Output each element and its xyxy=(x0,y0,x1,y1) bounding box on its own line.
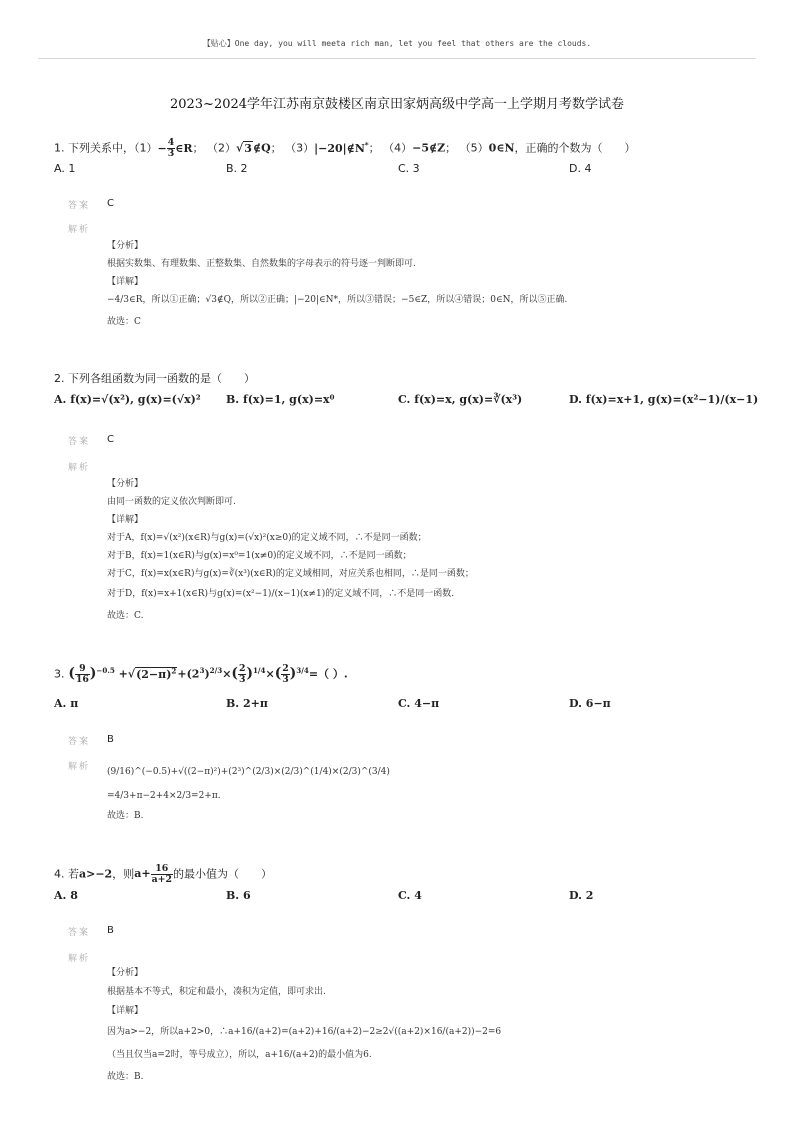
header-note: 【贴心】One day, you will meeta rich man, let you feel that others are the clouds. xyxy=(202,39,592,48)
q4-sol-line-1: 【分析】 xyxy=(107,968,144,978)
q1-analysis-label: 解析 xyxy=(68,225,91,235)
q4-option-c[interactable]: C. 4 xyxy=(398,889,422,902)
q2-option-a[interactable]: A. f(x)=√(x²), g(x)=(√x)² xyxy=(54,393,201,406)
q3-answer-label: 答案 xyxy=(68,737,91,747)
q1-sol-line-3: 【详解】 xyxy=(107,277,144,287)
q1-answer: C xyxy=(107,198,114,209)
q4-option-b[interactable]: B. 6 xyxy=(226,889,251,902)
q2-stem-text: 下列各组函数为同一函数的是（ ） xyxy=(68,372,255,385)
q2-analysis-label: 解析 xyxy=(68,463,91,473)
q3-option-d[interactable]: D. 6−π xyxy=(569,697,611,710)
q1-sol-line-2: 根据实数集、有理数集、正整数集、自然数集的字母表示的符号逐一判断即可. xyxy=(107,259,416,269)
q1-option-c[interactable]: C. 3 xyxy=(398,162,420,175)
q4-sol-line-6: 故选：B. xyxy=(107,1072,144,1082)
q3-option-c[interactable]: C. 4−π xyxy=(398,697,440,710)
q4-answer-label: 答案 xyxy=(68,928,91,938)
q1-option-a[interactable]: A. 1 xyxy=(54,162,76,175)
q4-sol-line-2: 根据基本不等式，积定和最小，凑积为定值，即可求出. xyxy=(107,987,326,997)
q2-sol-line-7: 对于D，f(x)=x+1(x∈R)与g(x)=(x²−1)/(x−1)(x≠1)的定义域不同，∴不是同一函数. xyxy=(107,589,455,599)
q1-answer-label: 答案 xyxy=(68,201,91,211)
q1-sol-line-1: 【分析】 xyxy=(107,241,144,251)
q1-number: 1. xyxy=(54,141,65,155)
page-title: 2023~2024学年江苏南京鼓楼区南京田家炳高级中学高一上学期月考数学试卷 xyxy=(169,97,625,112)
q1-sol-line-5: 故选：C xyxy=(107,317,141,327)
q2-sol-line-3: 【详解】 xyxy=(107,515,144,525)
q1-sol-line-4: −4/3∈R，所以①正确；√3∉Q，所以②正确；|−20|∈N*，所以③错误；−5∈Z，所以④错误；0∈N，所以⑤正确. xyxy=(107,295,568,305)
q2-option-d[interactable]: D. f(x)=x+1, g(x)=(x²−1)/(x−1) xyxy=(569,393,759,406)
q2-sol-line-2: 由同一函数的定义依次判断即可. xyxy=(107,497,236,507)
q2-sol-line-5: 对于B，f(x)=1(x∈R)与g(x)=x⁰=1(x≠0)的定义域不同，∴不是同一函数； xyxy=(107,551,412,561)
question-4-stem: 4. 若a>−2，则a+ $\frac{16}{a+2}$ 的最小值为（ ） xyxy=(54,863,272,885)
q3-answer: B xyxy=(107,734,114,745)
q1-option-d[interactable]: D. 4 xyxy=(569,162,592,175)
q3-sol-line-3: 故选：B. xyxy=(107,811,144,821)
q2-number: 2. xyxy=(54,372,65,385)
header-divider xyxy=(38,58,756,59)
q3-number: 3. xyxy=(54,667,65,681)
question-3-stem: 3. ( $\frac{9}{16}$ )$^{-0.5} +√(2-\pi)^2+(2^3)^{2/3}\times$( $\frac{2}{3}$ )$^{1/4}$×( $\frac{2}{3}$ )$^{3/4}$=（ ）. xyxy=(54,663,348,686)
q4-option-a[interactable]: A. 8 xyxy=(54,889,78,902)
question-1-stem: 1. 下列关系中，（1）− $\frac{4}{3}$ ∈R； （2）√3∉Q； （3）|−20|∉N*； （4）−5∉Z； （5）0∈N，正确的个数为（ ） xyxy=(54,137,636,160)
q4-sol-line-5: （当且仅当a=2时，等号成立），所以，a+16/(a+2)的最小值为6. xyxy=(107,1050,372,1060)
q4-option-d[interactable]: D. 2 xyxy=(569,889,594,902)
q2-answer: C xyxy=(107,434,114,445)
q2-sol-line-8: 故选：C. xyxy=(107,611,144,621)
q2-option-b[interactable]: B. f(x)=1, g(x)=x⁰ xyxy=(226,393,335,406)
q4-analysis-label: 解析 xyxy=(68,954,91,964)
q3-sol-line-2: =4/3+π−2+4×2/3=2+π. xyxy=(107,791,221,801)
q1-option-b[interactable]: B. 2 xyxy=(226,162,248,175)
question-2-stem xyxy=(54,372,754,386)
q3-analysis-label: 解析 xyxy=(68,762,91,772)
q4-sol-line-4: 因为a>−2，所以a+2>0，∴a+16/(a+2)=(a+2)+16/(a+2)−2≥2√((a+2)×16/(a+2))−2=6 xyxy=(107,1027,502,1037)
q3-option-a[interactable]: A. π xyxy=(54,697,79,710)
q4-sol-line-3: 【详解】 xyxy=(107,1006,144,1016)
q3-sol-line-1: (9/16)^(−0.5)+√((2−π)²)+(2³)^(2/3)×(2/3)^(1/4)×(2/3)^(3/4) xyxy=(107,767,390,777)
q4-number: 4. xyxy=(54,867,65,881)
q2-answer-label: 答案 xyxy=(68,437,91,447)
q2-sol-line-6: 对于C，f(x)=x(x∈R)与g(x)=∛(x³)(x∈R)的定义域相同，对应关系也相同，∴是同一函数； xyxy=(107,569,474,579)
q4-answer: B xyxy=(107,925,114,936)
q2-sol-line-1: 【分析】 xyxy=(107,479,144,489)
q2-sol-line-4: 对于A，f(x)=√(x²)(x∈R)与g(x)=(√x)²(x≥0)的定义域不同，∴不是同一函数； xyxy=(107,533,427,543)
q2-option-c[interactable]: C. f(x)=x, g(x)=∛(x³) xyxy=(398,393,523,406)
q3-option-b[interactable]: B. 2+π xyxy=(226,697,268,710)
